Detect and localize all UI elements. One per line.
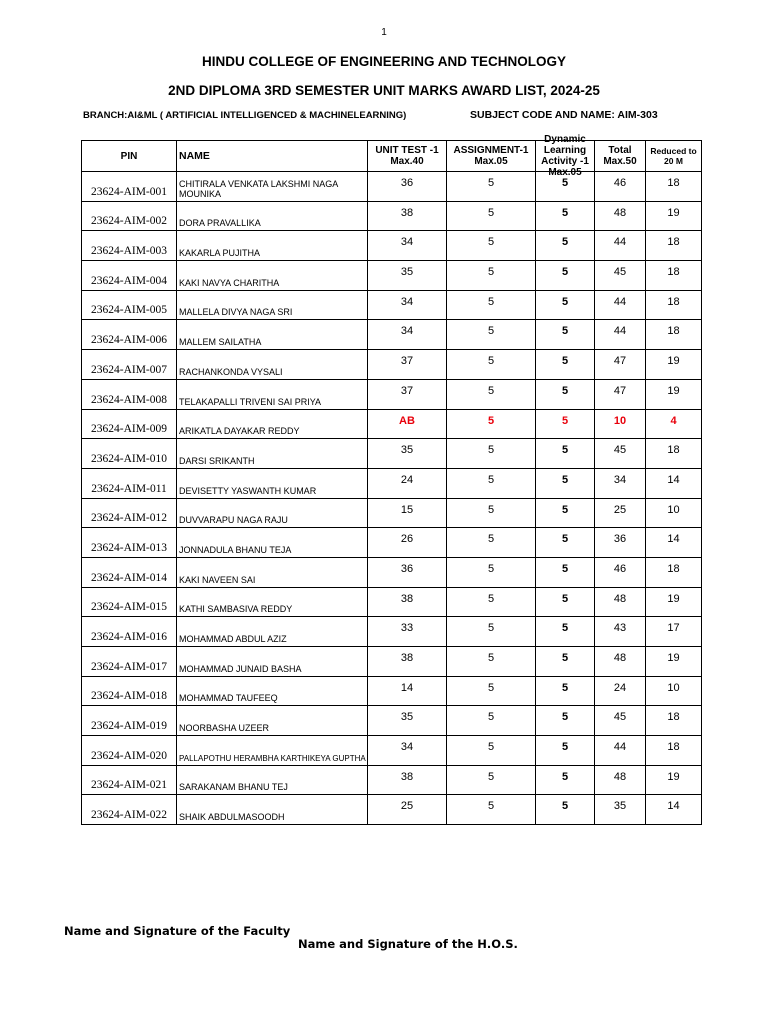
unit-test-cell: 38	[368, 587, 447, 617]
activity-cell: 5	[536, 261, 595, 291]
table-row	[82, 498, 702, 528]
name-cell: SARAKANAM BHANU TEJ	[177, 765, 368, 795]
college-name: HINDU COLLEGE OF ENGINEERING AND TECHNOLOGY	[201, 54, 566, 69]
assignment-cell: 5	[447, 498, 536, 528]
table-row	[82, 736, 702, 766]
pin-cell: 23624-AIM-010	[82, 439, 177, 469]
reduced-cell: 18	[646, 439, 702, 469]
pin-cell: 23624-AIM-022	[82, 795, 177, 825]
pin-cell: 23624-AIM-007	[82, 350, 177, 380]
name-cell: DEVISETTY YASWANTH KUMAR	[177, 468, 368, 498]
table-header-row	[82, 141, 702, 172]
activity-cell: 5	[536, 468, 595, 498]
activity-cell: 5	[536, 409, 595, 439]
name-cell: DARSI SRIKANTH	[177, 439, 368, 469]
total-cell: 48	[595, 201, 646, 231]
total-cell: 44	[595, 231, 646, 261]
name-cell: KAKARLA PUJITHA	[177, 231, 368, 261]
activity-cell: 5	[536, 290, 595, 320]
pin-cell: 23624-AIM-019	[82, 706, 177, 736]
assignment-cell: 5	[447, 172, 536, 202]
activity-cell: 5	[536, 795, 595, 825]
reduced-cell: 18	[646, 320, 702, 350]
assignment-cell: 5	[447, 290, 536, 320]
table-row	[82, 350, 702, 380]
name-cell: KATHI SAMBASIVA REDDY	[177, 587, 368, 617]
name-cell: JONNADULA BHANU TEJA	[177, 528, 368, 558]
activity-cell: 5	[536, 706, 595, 736]
header-activity-line1: Learning	[543, 145, 587, 156]
header-name: NAME	[177, 141, 368, 172]
total-cell: 43	[595, 617, 646, 647]
header-unit-test-line2: Max.40	[390, 156, 424, 167]
activity-cell: 5	[536, 379, 595, 409]
table-row	[82, 201, 702, 231]
assignment-cell: 5	[447, 706, 536, 736]
table-row	[82, 379, 702, 409]
header-activity-line2: Activity -1	[541, 156, 589, 167]
total-cell: 24	[595, 676, 646, 706]
page-number: 1	[381, 27, 387, 38]
table-row	[82, 409, 702, 439]
hos-signature-label: Name and Signature of the H.O.S.	[298, 937, 518, 951]
total-cell: 48	[595, 587, 646, 617]
reduced-cell: 19	[646, 379, 702, 409]
total-cell: 46	[595, 557, 646, 587]
activity-cell: 5	[536, 201, 595, 231]
assignment-cell: 5	[447, 528, 536, 558]
name-cell: SHAIK ABDULMASOODH	[177, 795, 368, 825]
unit-test-cell: 34	[368, 231, 447, 261]
pin-cell: 23624-AIM-012	[82, 498, 177, 528]
total-cell: 47	[595, 350, 646, 380]
reduced-cell: 19	[646, 201, 702, 231]
reduced-cell: 14	[646, 468, 702, 498]
table-row	[82, 468, 702, 498]
pin-cell: 23624-AIM-004	[82, 261, 177, 291]
unit-test-cell: AB	[368, 409, 447, 439]
assignment-cell: 5	[447, 201, 536, 231]
pin-cell: 23624-AIM-017	[82, 647, 177, 677]
assignment-cell: 5	[447, 736, 536, 766]
activity-cell: 5	[536, 350, 595, 380]
pin-cell: 23624-AIM-013	[82, 528, 177, 558]
pin-cell: 23624-AIM-021	[82, 765, 177, 795]
table-row	[82, 231, 702, 261]
name-cell: KAKI NAVEEN SAI	[177, 557, 368, 587]
header-pin: PIN	[82, 141, 177, 172]
table-row	[82, 676, 702, 706]
unit-test-cell: 24	[368, 468, 447, 498]
header-total-line1: Total	[608, 145, 632, 156]
activity-cell: 5	[536, 528, 595, 558]
name-cell: KAKI NAVYA CHARITHA	[177, 261, 368, 291]
total-cell: 44	[595, 320, 646, 350]
activity-cell: 5	[536, 676, 595, 706]
unit-test-cell: 36	[368, 557, 447, 587]
reduced-cell: 18	[646, 290, 702, 320]
unit-test-cell: 38	[368, 647, 447, 677]
table-row	[82, 320, 702, 350]
unit-test-cell: 15	[368, 498, 447, 528]
name-cell: DORA PRAVALLIKA	[177, 201, 368, 231]
table-row	[82, 706, 702, 736]
pin-cell: 23624-AIM-006	[82, 320, 177, 350]
assignment-cell: 5	[447, 320, 536, 350]
unit-test-cell: 34	[368, 290, 447, 320]
name-cell: MALLEM SAILATHA	[177, 320, 368, 350]
pin-cell: 23624-AIM-016	[82, 617, 177, 647]
award-list-title: 2ND DIPLOMA 3RD SEMESTER UNIT MARKS AWARD LIST, 2024-25	[168, 83, 600, 98]
header-reduced-line1: Reduced to	[650, 146, 697, 156]
reduced-cell: 18	[646, 736, 702, 766]
name-cell: MALLELA DIVYA NAGA SRI	[177, 290, 368, 320]
name-cell: TELAKAPALLI TRIVENI SAI PRIYA	[177, 379, 368, 409]
reduced-cell: 18	[646, 172, 702, 202]
name-cell: ARIKATLA DAYAKAR REDDY	[177, 409, 368, 439]
pin-cell: 23624-AIM-003	[82, 231, 177, 261]
table-row	[82, 557, 702, 587]
total-cell: 48	[595, 765, 646, 795]
header-activity	[536, 134, 595, 178]
marks-table	[81, 134, 702, 825]
total-cell: 36	[595, 528, 646, 558]
name-cell: DUVVARAPU NAGA RAJU	[177, 498, 368, 528]
total-cell: 47	[595, 379, 646, 409]
reduced-cell: 14	[646, 528, 702, 558]
total-cell: 45	[595, 439, 646, 469]
assignment-cell: 5	[447, 647, 536, 677]
assignment-cell: 5	[447, 350, 536, 380]
pin-cell: 23624-AIM-001	[82, 172, 177, 202]
assignment-cell: 5	[447, 765, 536, 795]
unit-test-cell: 26	[368, 528, 447, 558]
assignment-cell: 5	[447, 557, 536, 587]
reduced-cell: 19	[646, 587, 702, 617]
total-cell: 34	[595, 468, 646, 498]
activity-cell: 5	[536, 765, 595, 795]
activity-cell: 5	[536, 320, 595, 350]
assignment-cell: 5	[447, 617, 536, 647]
table-row	[82, 290, 702, 320]
pin-cell: 23624-AIM-015	[82, 587, 177, 617]
unit-test-cell: 37	[368, 350, 447, 380]
assignment-cell: 5	[447, 231, 536, 261]
unit-test-cell: 38	[368, 201, 447, 231]
reduced-cell: 18	[646, 231, 702, 261]
pin-cell: 23624-AIM-020	[82, 736, 177, 766]
unit-test-cell: 36	[368, 172, 447, 202]
activity-cell: 5	[536, 647, 595, 677]
pin-cell: 23624-AIM-005	[82, 290, 177, 320]
total-cell: 44	[595, 736, 646, 766]
pin-cell: 23624-AIM-011	[82, 468, 177, 498]
total-cell: 25	[595, 498, 646, 528]
activity-cell: 5	[536, 439, 595, 469]
activity-cell: 5	[536, 557, 595, 587]
unit-test-cell: 38	[368, 765, 447, 795]
pin-cell: 23624-AIM-018	[82, 676, 177, 706]
assignment-cell: 5	[447, 587, 536, 617]
unit-test-cell: 37	[368, 379, 447, 409]
assignment-cell: 5	[447, 676, 536, 706]
activity-cell: 5	[536, 587, 595, 617]
pin-cell: 23624-AIM-009	[82, 409, 177, 439]
subject-label: SUBJECT CODE AND NAME: AIM-303	[470, 109, 658, 121]
header-reduced-line2: 20 M	[664, 156, 683, 166]
reduced-cell: 19	[646, 647, 702, 677]
total-cell: 48	[595, 647, 646, 677]
reduced-cell: 18	[646, 706, 702, 736]
faculty-signature-label: Name and Signature of the Faculty	[64, 924, 291, 938]
assignment-cell: 5	[447, 409, 536, 439]
name-cell: PALLAPOTHU HERAMBHA KARTHIKEYA GUPTHA	[177, 736, 368, 766]
total-cell: 44	[595, 290, 646, 320]
table-row	[82, 587, 702, 617]
unit-test-cell: 25	[368, 795, 447, 825]
activity-cell: 5	[536, 498, 595, 528]
unit-test-cell: 14	[368, 676, 447, 706]
table-row	[82, 647, 702, 677]
assignment-cell: 5	[447, 379, 536, 409]
reduced-cell: 19	[646, 350, 702, 380]
unit-test-cell: 35	[368, 439, 447, 469]
table-row	[82, 795, 702, 825]
name-cell: MOHAMMAD TAUFEEQ	[177, 676, 368, 706]
reduced-cell: 10	[646, 498, 702, 528]
assignment-cell: 5	[447, 261, 536, 291]
table-row	[82, 528, 702, 558]
total-cell: 45	[595, 261, 646, 291]
total-cell: 46	[595, 172, 646, 202]
assignment-cell: 5	[447, 439, 536, 469]
activity-cell: 5	[536, 617, 595, 647]
header-total	[595, 141, 646, 172]
total-cell: 10	[595, 409, 646, 439]
unit-test-cell: 35	[368, 261, 447, 291]
table-body	[82, 172, 702, 825]
total-cell: 35	[595, 795, 646, 825]
reduced-cell: 17	[646, 617, 702, 647]
pin-cell: 23624-AIM-008	[82, 379, 177, 409]
pin-cell: 23624-AIM-002	[82, 201, 177, 231]
name-cell: RACHANKONDA VYSALI	[177, 350, 368, 380]
header-total-line2: Max.50	[603, 156, 637, 167]
name-cell: CHITIRALA VENKATA LAKSHMI NAGA MOUNIKA	[177, 172, 368, 202]
reduced-cell: 18	[646, 261, 702, 291]
reduced-cell: 14	[646, 795, 702, 825]
reduced-cell: 10	[646, 676, 702, 706]
name-cell: MOHAMMAD ABDUL AZIZ	[177, 617, 368, 647]
reduced-cell: 19	[646, 765, 702, 795]
assignment-cell: 5	[447, 468, 536, 498]
activity-cell: 5	[536, 231, 595, 261]
table-row	[82, 765, 702, 795]
table-row	[82, 261, 702, 291]
header-assignment-line1: ASSIGNMENT-1	[453, 145, 529, 156]
header-activity-line3: Max.05	[548, 167, 582, 178]
header-reduced	[646, 141, 702, 172]
header-assignment-line2: Max.05	[474, 156, 508, 167]
table-row	[82, 617, 702, 647]
unit-test-cell: 35	[368, 706, 447, 736]
unit-test-cell: 34	[368, 320, 447, 350]
branch-label: BRANCH:AI&ML ( ARTIFICIAL INTELLIGENCED & MACHINELEARNING)	[83, 110, 407, 121]
table-row	[82, 172, 702, 202]
unit-test-cell: 34	[368, 736, 447, 766]
unit-test-cell: 33	[368, 617, 447, 647]
activity-cell: 5	[536, 736, 595, 766]
reduced-cell: 18	[646, 557, 702, 587]
header-unit-test-line1: UNIT TEST -1	[375, 145, 439, 156]
total-cell: 45	[595, 706, 646, 736]
header-activity-line0: Dynamic	[544, 134, 586, 145]
assignment-cell: 5	[447, 795, 536, 825]
table-row	[82, 439, 702, 469]
name-cell: NOORBASHA UZEER	[177, 706, 368, 736]
reduced-cell: 4	[646, 409, 702, 439]
activity-cell: 5	[536, 172, 595, 202]
name-cell: MOHAMMAD JUNAID BASHA	[177, 647, 368, 677]
header-assignment	[447, 141, 536, 172]
pin-cell: 23624-AIM-014	[82, 557, 177, 587]
header-unit-test	[368, 141, 447, 172]
